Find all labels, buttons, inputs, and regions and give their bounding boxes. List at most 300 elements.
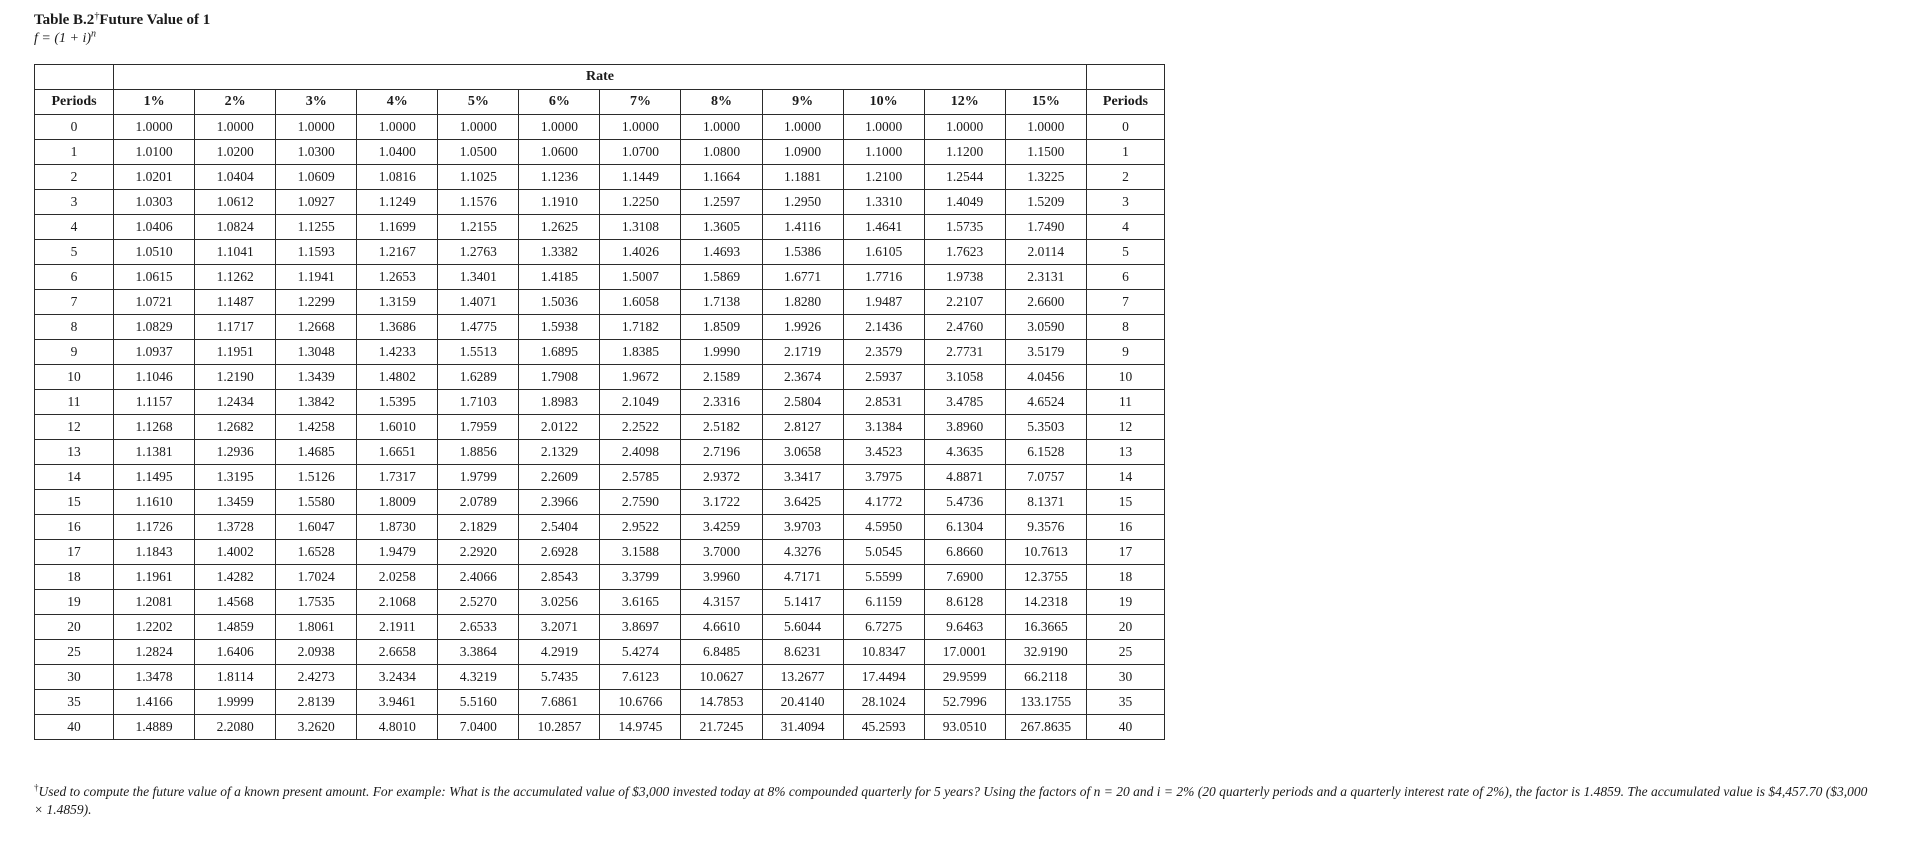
period-cell-left: 11 (35, 390, 114, 415)
factor-cell: 7.0400 (438, 715, 519, 740)
factor-cell: 5.6044 (762, 615, 843, 640)
period-cell-left: 13 (35, 440, 114, 465)
table-row (35, 290, 1165, 315)
factor-cell: 10.0627 (681, 665, 762, 690)
factor-cell: 2.3579 (843, 340, 924, 365)
period-cell-left: 35 (35, 690, 114, 715)
period-cell-left: 12 (35, 415, 114, 440)
factor-cell: 3.6425 (762, 490, 843, 515)
rate-group-header: Rate (114, 65, 1087, 90)
factor-cell: 1.0000 (276, 115, 357, 140)
factor-cell: 4.3276 (762, 540, 843, 565)
factor-cell: 1.3048 (276, 340, 357, 365)
period-cell-left: 19 (35, 590, 114, 615)
factor-cell: 1.7908 (519, 365, 600, 390)
factor-cell: 1.1576 (438, 190, 519, 215)
rate-header-15pct: 15% (1005, 90, 1086, 115)
factor-cell: 267.8635 (1005, 715, 1086, 740)
factor-cell: 1.8730 (357, 515, 438, 540)
table-row (35, 465, 1165, 490)
factor-cell: 1.1961 (114, 565, 195, 590)
factor-cell: 1.5513 (438, 340, 519, 365)
periods-header-left: Periods (35, 90, 114, 115)
factor-cell: 1.3459 (195, 490, 276, 515)
factor-cell: 1.0000 (519, 115, 600, 140)
factor-cell: 2.7196 (681, 440, 762, 465)
factor-cell: 45.2593 (843, 715, 924, 740)
factor-cell: 3.0590 (1005, 315, 1086, 340)
factor-cell: 1.2763 (438, 240, 519, 265)
factor-cell: 4.6610 (681, 615, 762, 640)
factor-cell: 2.8127 (762, 415, 843, 440)
rate-header-9pct: 9% (762, 90, 843, 115)
factor-cell: 6.1528 (1005, 440, 1086, 465)
factor-cell: 14.7853 (681, 690, 762, 715)
table-row (35, 440, 1165, 465)
factor-cell: 1.9487 (843, 290, 924, 315)
factor-cell: 2.4098 (600, 440, 681, 465)
factor-cell: 2.3674 (762, 365, 843, 390)
factor-cell: 7.6123 (600, 665, 681, 690)
formula-lhs: f = (1 + i) (34, 31, 91, 46)
factor-cell: 1.7317 (357, 465, 438, 490)
factor-cell: 2.7590 (600, 490, 681, 515)
table-row (35, 215, 1165, 240)
period-cell-right: 20 (1086, 615, 1164, 640)
factor-cell: 4.3219 (438, 665, 519, 690)
factor-cell: 3.4785 (924, 390, 1005, 415)
factor-cell: 6.1304 (924, 515, 1005, 540)
factor-cell: 1.6406 (195, 640, 276, 665)
factor-cell: 1.4258 (276, 415, 357, 440)
period-cell-right: 5 (1086, 240, 1164, 265)
factor-cell: 4.3635 (924, 440, 1005, 465)
blank-corner-left (35, 65, 114, 90)
factor-cell: 3.9461 (357, 690, 438, 715)
factor-cell: 2.3131 (1005, 265, 1086, 290)
factor-cell: 1.0000 (195, 115, 276, 140)
period-cell-right: 6 (1086, 265, 1164, 290)
period-cell-right: 2 (1086, 165, 1164, 190)
factor-cell: 1.7535 (276, 590, 357, 615)
factor-cell: 2.2107 (924, 290, 1005, 315)
factor-cell: 1.1041 (195, 240, 276, 265)
factor-cell: 1.4775 (438, 315, 519, 340)
factor-cell: 1.5580 (276, 490, 357, 515)
factor-cell: 5.7435 (519, 665, 600, 690)
period-cell-left: 4 (35, 215, 114, 240)
factor-cell: 2.8543 (519, 565, 600, 590)
factor-cell: 1.2653 (357, 265, 438, 290)
period-cell-right: 13 (1086, 440, 1164, 465)
factor-cell: 17.4494 (843, 665, 924, 690)
factor-cell: 4.7171 (762, 565, 843, 590)
factor-cell: 2.1049 (600, 390, 681, 415)
factor-cell: 7.6900 (924, 565, 1005, 590)
factor-cell: 1.7103 (438, 390, 519, 415)
period-cell-right: 16 (1086, 515, 1164, 540)
factor-cell: 1.4282 (195, 565, 276, 590)
factor-cell: 9.6463 (924, 615, 1005, 640)
factor-cell: 2.1436 (843, 315, 924, 340)
factor-cell: 1.4071 (438, 290, 519, 315)
factor-cell: 3.2434 (357, 665, 438, 690)
period-cell-right: 12 (1086, 415, 1164, 440)
factor-cell: 1.6058 (600, 290, 681, 315)
factor-cell: 1.0937 (114, 340, 195, 365)
factor-cell: 2.5937 (843, 365, 924, 390)
factor-cell: 66.2118 (1005, 665, 1086, 690)
factor-cell: 2.5270 (438, 590, 519, 615)
factor-cell: 2.1911 (357, 615, 438, 640)
period-cell-left: 20 (35, 615, 114, 640)
factor-cell: 1.1262 (195, 265, 276, 290)
factor-cell: 14.2318 (1005, 590, 1086, 615)
period-cell-left: 6 (35, 265, 114, 290)
factor-cell: 5.4736 (924, 490, 1005, 515)
rate-header-7pct: 7% (600, 90, 681, 115)
factor-cell: 1.0824 (195, 215, 276, 240)
factor-cell: 1.3108 (600, 215, 681, 240)
formula (34, 30, 210, 48)
factor-cell: 1.5126 (276, 465, 357, 490)
table-row (35, 590, 1165, 615)
factor-cell: 2.5182 (681, 415, 762, 440)
table-row (35, 115, 1165, 140)
period-cell-right: 15 (1086, 490, 1164, 515)
factor-cell: 10.8347 (843, 640, 924, 665)
factor-cell: 1.0300 (276, 140, 357, 165)
factor-cell: 1.4233 (357, 340, 438, 365)
factor-cell: 1.1699 (357, 215, 438, 240)
factor-cell: 1.4116 (762, 215, 843, 240)
factor-cell: 1.2824 (114, 640, 195, 665)
factor-cell: 1.7716 (843, 265, 924, 290)
factor-cell: 2.5404 (519, 515, 600, 540)
factor-cell: 1.6289 (438, 365, 519, 390)
column-header-row (35, 90, 1165, 115)
factor-cell: 1.5395 (357, 390, 438, 415)
factor-cell: 1.6771 (762, 265, 843, 290)
period-cell-left: 30 (35, 665, 114, 690)
factor-cell: 1.7182 (600, 315, 681, 340)
factor-cell: 2.6600 (1005, 290, 1086, 315)
factor-cell: 1.3159 (357, 290, 438, 315)
factor-cell: 2.5785 (600, 465, 681, 490)
factor-cell: 1.1717 (195, 315, 276, 340)
title-dagger-marker: † (94, 11, 100, 22)
period-cell-right: 1 (1086, 140, 1164, 165)
factor-cell: 1.0000 (843, 115, 924, 140)
period-cell-left: 10 (35, 365, 114, 390)
factor-cell: 1.0201 (114, 165, 195, 190)
factor-cell: 1.4693 (681, 240, 762, 265)
factor-cell: 3.9703 (762, 515, 843, 540)
factor-cell: 1.7490 (1005, 215, 1086, 240)
factor-cell: 3.2071 (519, 615, 600, 640)
factor-cell: 1.2081 (114, 590, 195, 615)
factor-cell: 1.0000 (924, 115, 1005, 140)
factor-cell: 4.6524 (1005, 390, 1086, 415)
factor-cell: 1.2155 (438, 215, 519, 240)
factor-cell: 13.2677 (762, 665, 843, 690)
factor-cell: 9.3576 (1005, 515, 1086, 540)
factor-cell: 1.0000 (681, 115, 762, 140)
period-cell-right: 10 (1086, 365, 1164, 390)
factor-cell: 4.0456 (1005, 365, 1086, 390)
factor-cell: 28.1024 (843, 690, 924, 715)
factor-cell: 1.1910 (519, 190, 600, 215)
factor-cell: 1.8983 (519, 390, 600, 415)
factor-cell: 6.1159 (843, 590, 924, 615)
factor-cell: 1.1610 (114, 490, 195, 515)
factor-cell: 1.1236 (519, 165, 600, 190)
factor-cell: 1.2544 (924, 165, 1005, 190)
period-cell-left: 8 (35, 315, 114, 340)
factor-cell: 3.0256 (519, 590, 600, 615)
factor-cell: 5.4274 (600, 640, 681, 665)
factor-cell: 1.2434 (195, 390, 276, 415)
period-cell-left: 16 (35, 515, 114, 540)
factor-cell: 1.0615 (114, 265, 195, 290)
period-cell-right: 30 (1086, 665, 1164, 690)
factor-cell: 3.3417 (762, 465, 843, 490)
period-cell-right: 8 (1086, 315, 1164, 340)
factor-cell: 5.0545 (843, 540, 924, 565)
factor-cell: 1.4185 (519, 265, 600, 290)
factor-cell: 3.5179 (1005, 340, 1086, 365)
factor-cell: 1.8856 (438, 440, 519, 465)
factor-cell: 1.4685 (276, 440, 357, 465)
table-row (35, 390, 1165, 415)
factor-cell: 4.5950 (843, 515, 924, 540)
factor-cell: 1.0700 (600, 140, 681, 165)
factor-cell: 5.5599 (843, 565, 924, 590)
period-cell-right: 0 (1086, 115, 1164, 140)
factor-cell: 3.1384 (843, 415, 924, 440)
factor-cell: 1.9479 (357, 540, 438, 565)
factor-cell: 3.6165 (600, 590, 681, 615)
factor-cell: 3.2620 (276, 715, 357, 740)
factor-cell: 1.0000 (438, 115, 519, 140)
factor-cell: 1.2936 (195, 440, 276, 465)
factor-cell: 1.0200 (195, 140, 276, 165)
factor-cell: 17.0001 (924, 640, 1005, 665)
table-row (35, 190, 1165, 215)
factor-cell: 1.5036 (519, 290, 600, 315)
factor-cell: 3.3864 (438, 640, 519, 665)
factor-cell: 10.2857 (519, 715, 600, 740)
period-cell-left: 3 (35, 190, 114, 215)
factor-cell: 1.3401 (438, 265, 519, 290)
factor-cell: 1.0500 (438, 140, 519, 165)
rate-header-10pct: 10% (843, 90, 924, 115)
factor-cell: 2.3316 (681, 390, 762, 415)
factor-cell: 12.3755 (1005, 565, 1086, 590)
factor-cell: 1.1157 (114, 390, 195, 415)
table-row (35, 515, 1165, 540)
factor-cell: 1.7959 (438, 415, 519, 440)
factor-cell: 1.4802 (357, 365, 438, 390)
factor-cell: 1.1951 (195, 340, 276, 365)
factor-cell: 1.6010 (357, 415, 438, 440)
factor-cell: 1.5209 (1005, 190, 1086, 215)
factor-cell: 6.7275 (843, 615, 924, 640)
factor-cell: 1.0609 (276, 165, 357, 190)
table-row (35, 640, 1165, 665)
factor-cell: 1.1000 (843, 140, 924, 165)
factor-cell: 3.3799 (600, 565, 681, 590)
factor-cell: 3.7000 (681, 540, 762, 565)
table-row (35, 315, 1165, 340)
factor-cell: 6.8485 (681, 640, 762, 665)
factor-cell: 1.0000 (357, 115, 438, 140)
factor-cell: 2.0114 (1005, 240, 1086, 265)
factor-cell: 2.6928 (519, 540, 600, 565)
factor-cell: 1.2299 (276, 290, 357, 315)
factor-cell: 1.1500 (1005, 140, 1086, 165)
factor-cell: 1.0000 (600, 115, 681, 140)
formula-exponent: n (91, 28, 96, 40)
factor-cell: 1.3686 (357, 315, 438, 340)
factor-cell: 3.7975 (843, 465, 924, 490)
factor-cell: 10.7613 (1005, 540, 1086, 565)
factor-cell: 1.9672 (600, 365, 681, 390)
factor-cell: 4.8871 (924, 465, 1005, 490)
period-cell-left: 25 (35, 640, 114, 665)
factor-cell: 1.2202 (114, 615, 195, 640)
factor-cell: 1.2682 (195, 415, 276, 440)
rate-header-8pct: 8% (681, 90, 762, 115)
factor-cell: 29.9599 (924, 665, 1005, 690)
factor-cell: 1.1025 (438, 165, 519, 190)
factor-cell: 2.1829 (438, 515, 519, 540)
factor-cell: 5.5160 (438, 690, 519, 715)
period-cell-right: 18 (1086, 565, 1164, 590)
rate-header-6pct: 6% (519, 90, 600, 115)
factor-cell: 1.2668 (276, 315, 357, 340)
factor-cell: 1.3225 (1005, 165, 1086, 190)
factor-cell: 1.1881 (762, 165, 843, 190)
table-label: Table B.2 (34, 12, 95, 28)
factor-cell: 2.2080 (195, 715, 276, 740)
factor-cell: 2.8139 (276, 690, 357, 715)
factor-cell: 7.0757 (1005, 465, 1086, 490)
period-cell-left: 40 (35, 715, 114, 740)
factor-cell: 1.1200 (924, 140, 1005, 165)
factor-cell: 14.9745 (600, 715, 681, 740)
factor-cell: 8.1371 (1005, 490, 1086, 515)
factor-cell: 1.8061 (276, 615, 357, 640)
factor-cell: 1.2950 (762, 190, 843, 215)
table-row (35, 690, 1165, 715)
period-cell-right: 9 (1086, 340, 1164, 365)
factor-cell: 1.9999 (195, 690, 276, 715)
factor-cell: 1.1046 (114, 365, 195, 390)
factor-cell: 1.5869 (681, 265, 762, 290)
factor-cell: 2.0789 (438, 490, 519, 515)
period-cell-left: 15 (35, 490, 114, 515)
factor-cell: 2.6533 (438, 615, 519, 640)
factor-cell: 2.1589 (681, 365, 762, 390)
factor-cell: 31.4094 (762, 715, 843, 740)
factor-cell: 1.1593 (276, 240, 357, 265)
factor-cell: 1.0600 (519, 140, 600, 165)
factor-cell: 1.1726 (114, 515, 195, 540)
factor-cell: 6.8660 (924, 540, 1005, 565)
factor-cell: 1.0800 (681, 140, 762, 165)
table-row (35, 715, 1165, 740)
period-cell-right: 4 (1086, 215, 1164, 240)
period-cell-left: 1 (35, 140, 114, 165)
factor-cell: 1.2100 (843, 165, 924, 190)
factor-cell: 2.4760 (924, 315, 1005, 340)
factor-cell: 1.1843 (114, 540, 195, 565)
period-cell-left: 5 (35, 240, 114, 265)
factor-cell: 5.3503 (1005, 415, 1086, 440)
factor-cell: 1.0400 (357, 140, 438, 165)
factor-cell: 16.3665 (1005, 615, 1086, 640)
table-title-text: Future Value of 1 (99, 12, 211, 28)
factor-cell: 7.6861 (519, 690, 600, 715)
factor-cell: 3.1722 (681, 490, 762, 515)
factor-cell: 3.8697 (600, 615, 681, 640)
factor-cell: 3.4523 (843, 440, 924, 465)
rate-group-header-row (35, 65, 1165, 90)
period-cell-right: 19 (1086, 590, 1164, 615)
factor-cell: 1.4568 (195, 590, 276, 615)
title-block (34, 10, 210, 48)
periods-header-right: Periods (1086, 90, 1164, 115)
factor-cell: 1.8385 (600, 340, 681, 365)
factor-cell: 1.1381 (114, 440, 195, 465)
table-row (35, 265, 1165, 290)
factor-cell: 1.0829 (114, 315, 195, 340)
factor-cell: 1.0000 (762, 115, 843, 140)
table-title (34, 10, 210, 30)
factor-cell: 1.7024 (276, 565, 357, 590)
factor-cell: 1.1664 (681, 165, 762, 190)
factor-cell: 1.3728 (195, 515, 276, 540)
factor-cell: 2.3966 (519, 490, 600, 515)
factor-cell: 1.0000 (1005, 115, 1086, 140)
factor-cell: 2.2522 (600, 415, 681, 440)
table-row (35, 140, 1165, 165)
factor-cell: 2.0258 (357, 565, 438, 590)
rate-header-1pct: 1% (114, 90, 195, 115)
table-row (35, 665, 1165, 690)
factor-cell: 1.6651 (357, 440, 438, 465)
factor-cell: 2.5804 (762, 390, 843, 415)
factor-cell: 1.8009 (357, 490, 438, 515)
footnote-dagger-marker: † (34, 782, 39, 793)
factor-cell: 10.6766 (600, 690, 681, 715)
factor-cell: 2.0122 (519, 415, 600, 440)
factor-cell: 1.7623 (924, 240, 1005, 265)
factor-cell: 1.7138 (681, 290, 762, 315)
factor-cell: 1.3842 (276, 390, 357, 415)
factor-cell: 8.6231 (762, 640, 843, 665)
factor-cell: 1.8280 (762, 290, 843, 315)
factor-cell: 5.1417 (762, 590, 843, 615)
rate-header-2pct: 2% (195, 90, 276, 115)
factor-cell: 1.0100 (114, 140, 195, 165)
period-cell-right: 14 (1086, 465, 1164, 490)
period-cell-right: 3 (1086, 190, 1164, 215)
factor-cell: 1.3382 (519, 240, 600, 265)
period-cell-right: 40 (1086, 715, 1164, 740)
factor-cell: 2.4066 (438, 565, 519, 590)
